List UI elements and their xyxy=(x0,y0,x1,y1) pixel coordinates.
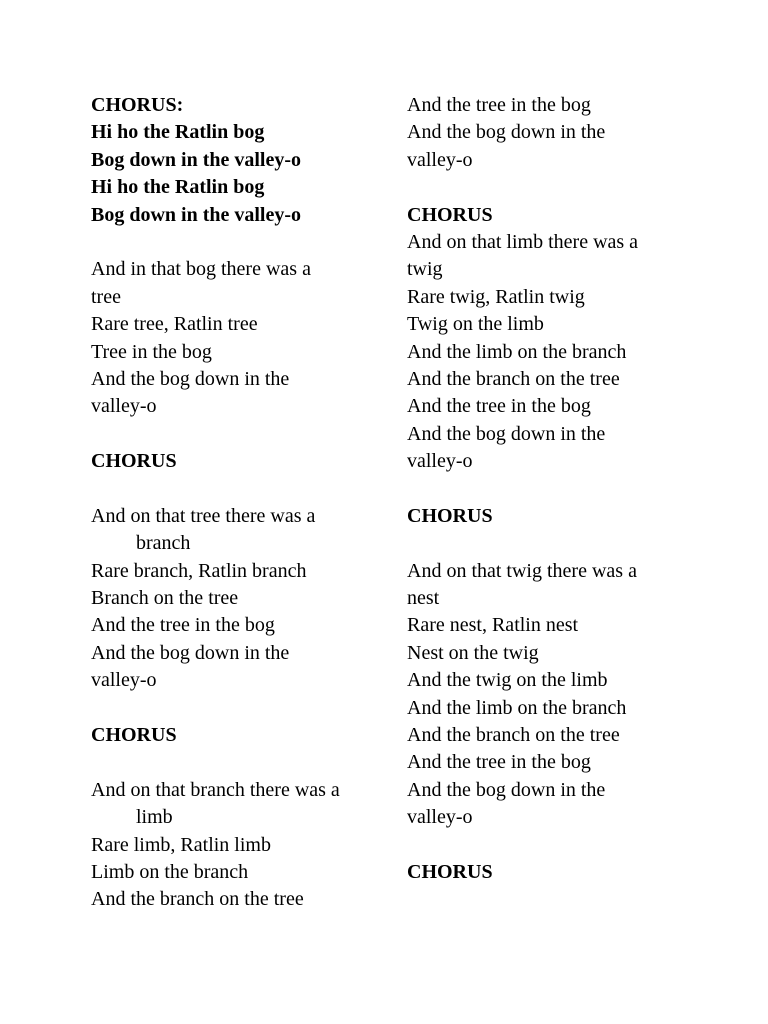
lyric-line: Rare tree, Ratlin tree xyxy=(91,313,258,336)
lyrics-column-left xyxy=(91,92,391,914)
lyric-line: And on that limb there was a xyxy=(407,230,639,253)
blank-line xyxy=(407,475,707,502)
lyric-line: valley-o xyxy=(407,806,473,829)
lyric-line: valley-o xyxy=(91,669,157,692)
lyric-line: And the bog down in the xyxy=(407,778,606,801)
lyric-line: And the bog down in the xyxy=(91,641,290,664)
lyric-line: And on that branch there was a xyxy=(91,778,340,801)
chorus-heading: Bog down in the valley-o xyxy=(91,203,302,226)
blank-line xyxy=(91,475,391,502)
chorus-heading: CHORUS xyxy=(407,860,493,883)
lyric-line: And the branch on the tree xyxy=(91,888,304,911)
lyric-line: twig xyxy=(407,258,443,281)
lyric-line: And the bog down in the xyxy=(407,121,606,144)
lyric-line: And the tree in the bog xyxy=(407,751,591,774)
chorus-heading: Hi ho the Ratlin bog xyxy=(91,121,265,144)
lyric-line: limb xyxy=(136,806,173,829)
blank-line xyxy=(91,421,391,448)
chorus-heading: CHORUS xyxy=(407,504,493,527)
lyric-line: Nest on the twig xyxy=(407,641,539,664)
chorus-heading: CHORUS xyxy=(407,203,493,226)
lyric-line: tree xyxy=(91,285,121,308)
blank-line xyxy=(407,174,707,201)
chorus-heading: CHORUS xyxy=(91,450,177,473)
lyric-line: And the bog down in the xyxy=(91,367,290,390)
lyric-line: nest xyxy=(407,587,440,610)
lyric-line: valley-o xyxy=(91,395,157,418)
lyric-line: Tree in the bog xyxy=(91,340,212,363)
lyric-line: Rare limb, Ratlin limb xyxy=(91,833,271,856)
lyric-line: branch xyxy=(136,532,191,555)
blank-line xyxy=(407,832,707,859)
lyric-line: And on that tree there was a xyxy=(91,504,316,527)
lyric-line: Rare nest, Ratlin nest xyxy=(407,614,579,637)
lyric-line: And in that bog there was a xyxy=(91,258,311,281)
blank-line xyxy=(91,229,391,256)
lyrics-column-right xyxy=(407,92,707,886)
blank-line xyxy=(407,530,707,557)
lyric-line: Rare branch, Ratlin branch xyxy=(91,559,307,582)
lyric-line: And the branch on the tree xyxy=(407,367,620,390)
chorus-heading: Bog down in the valley-o xyxy=(91,148,302,171)
lyric-line: Twig on the limb xyxy=(407,313,544,336)
chorus-heading: Hi ho the Ratlin bog xyxy=(91,176,265,199)
chorus-heading: CHORUS xyxy=(91,723,177,746)
lyric-line: And the branch on the tree xyxy=(407,723,620,746)
lyric-line: And the bog down in the xyxy=(407,422,606,445)
lyric-line: Limb on the branch xyxy=(91,860,249,883)
lyric-line: valley-o xyxy=(407,148,473,171)
blank-line xyxy=(91,695,391,722)
chorus-heading: CHORUS: xyxy=(91,94,184,116)
lyric-line: valley-o xyxy=(407,450,473,473)
blank-line xyxy=(91,749,391,776)
lyric-line: And the tree in the bog xyxy=(91,614,275,637)
lyric-line: And the twig on the limb xyxy=(407,669,608,692)
lyric-line: And the limb on the branch xyxy=(407,696,627,719)
lyric-line: And the limb on the branch xyxy=(407,340,627,363)
lyric-line: And on that twig there was a xyxy=(407,559,637,582)
lyric-line: Rare twig, Ratlin twig xyxy=(407,285,585,308)
lyric-line: And the tree in the bog xyxy=(407,395,591,418)
lyric-line: And the tree in the bog xyxy=(407,94,591,116)
lyric-line: Branch on the tree xyxy=(91,587,239,610)
